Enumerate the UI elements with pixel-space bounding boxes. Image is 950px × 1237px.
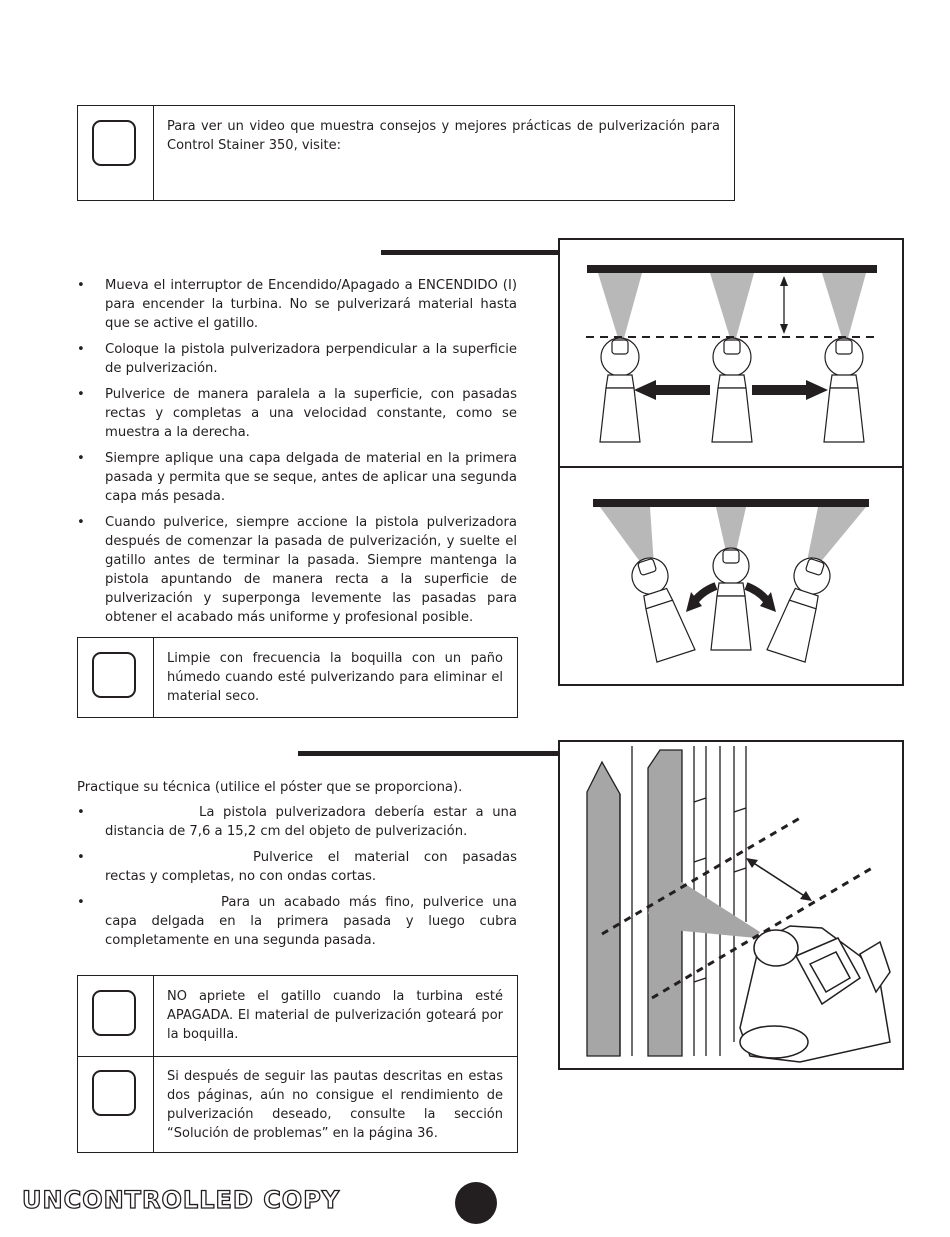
arcing-passes-illustration xyxy=(560,468,902,684)
list-item xyxy=(77,803,517,841)
list-item: • Cuando pulverice, siempre accione la pistola pulverizadora después de comenzar la pasada de pulverización, y suelte el gatillo antes de terminar la pasada. Siempre mantenga la pistola apuntando de manera recta a la superficie de pulverización y superponga levemente las pasadas para obtener el acabado más uniforme y profesional posible. xyxy=(77,513,517,627)
section2-heading-rule xyxy=(298,751,559,756)
spray-surface xyxy=(587,265,877,273)
clean-nozzle-note-box xyxy=(77,637,518,718)
tip-icon-cell xyxy=(78,106,154,200)
fence-spraying-illustration xyxy=(560,742,902,1068)
warning-icon xyxy=(92,990,136,1036)
spray-gun-right xyxy=(824,338,864,442)
spray-cone xyxy=(710,273,754,338)
video-tip-text: Para ver un video que muestra consejos y mejores prácticas de pulverización para Control Stainer 350, visite: xyxy=(167,119,720,153)
page-number-badge xyxy=(455,1182,497,1224)
parallel-passes-illustration xyxy=(560,240,902,466)
list-item: • Pulverice de manera paralela a la superficie, con pasadas rectas y completas a una velocidad constante, como se muestra a la derecha. xyxy=(77,385,517,442)
tip-icon xyxy=(92,120,136,166)
info-icon xyxy=(92,1070,136,1116)
spray-gun-tilted-left xyxy=(625,553,695,662)
list-item: • Siempre aplique una capa delgada de material en la primera pasada y permita que se seque, antes de aplicar una segunda capa más pesada. xyxy=(77,449,517,506)
warning-note-table xyxy=(77,975,518,1153)
list-item: • Coloque la pistola pulverizadora perpendicular a la superficie de pulverización. xyxy=(77,340,517,378)
spray-gun-center xyxy=(712,338,752,442)
figure-arcing-passes xyxy=(558,466,904,686)
uncontrolled-copy-watermark: UNCONTROLLED COPY xyxy=(22,1186,341,1214)
figure-fence-spraying xyxy=(558,740,904,1070)
right-arrow-icon xyxy=(752,380,828,400)
list-item-text: • Pulverice el material con pasadas rectas y completas, no con ondas cortas. xyxy=(105,850,517,884)
section1-heading-rule xyxy=(381,250,559,255)
trigger-warning-text: NO apriete el gatillo cuando la turbina esté APAGADA. El material de pulverización goteará por la boquilla. xyxy=(167,989,503,1042)
list-item-text: • La pistola pulverizadora debería estar a una distancia de 7,6 a 15,2 cm del objeto de pulverización. xyxy=(105,805,517,839)
left-arrow-icon xyxy=(634,380,710,400)
spray-gun-straight xyxy=(711,548,751,650)
list-item: • Mueva el interruptor de Encendido/Apagado a ENCENDIDO (I) para encender la turbina. No se pulverizará material hasta que se active el gatillo. xyxy=(77,276,517,333)
list-item-text: • Para un acabado más fino, pulverice una capa delgada en la primera pasada y luego cubra completamente en una segunda pasada. xyxy=(105,895,517,948)
troubleshooting-note-text: Si después de seguir las pautas descritas en estas dos páginas, aún no consigue el rendimiento de pulverización deseado, consulte la sección “Solución de problemas” en la página 36. xyxy=(167,1069,503,1141)
list-item xyxy=(77,848,517,886)
video-tip-box xyxy=(77,105,735,201)
clean-nozzle-note-text: Limpie con frecuencia la boquilla con un paño húmedo cuando esté pulverizando para eliminar el material seco. xyxy=(167,651,503,704)
practice-intro: Practique su técnica (utilice el póster que se proporciona). xyxy=(77,780,463,795)
spray-cone xyxy=(822,273,866,338)
distance-arrow xyxy=(752,862,806,897)
note-icon-cell xyxy=(78,638,154,717)
spray-gun-tilted-right xyxy=(767,553,837,662)
section2-bullet-list xyxy=(77,803,517,950)
spray-cone xyxy=(598,273,642,338)
section1-bullet-list xyxy=(77,276,517,627)
sprayer-unit xyxy=(740,926,890,1062)
spray-surface xyxy=(593,499,869,507)
figure-parallel-passes xyxy=(558,238,904,468)
note-icon-cell xyxy=(78,976,154,1152)
note-icon xyxy=(92,652,136,698)
list-item xyxy=(77,893,517,950)
